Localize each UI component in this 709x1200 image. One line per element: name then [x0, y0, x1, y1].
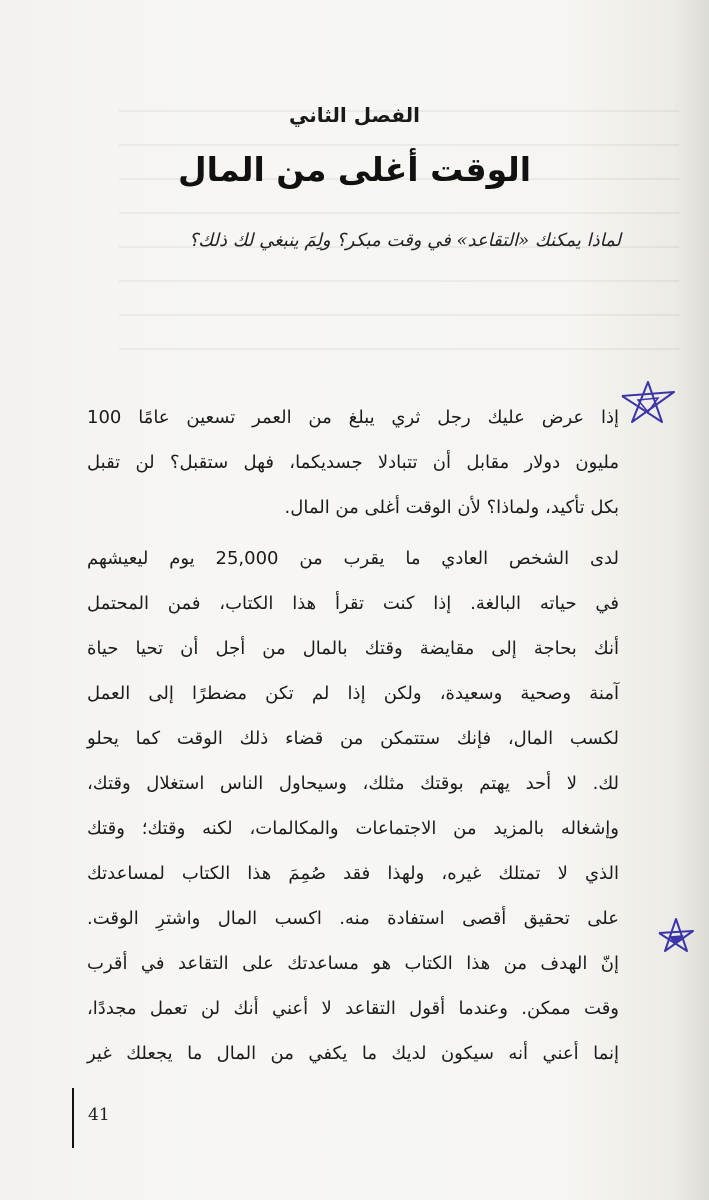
hand-drawn-star-icon: [618, 378, 678, 428]
text-line: إنّ الهدف من هذا الكتاب هو مساعدتك على التقاعد في أقرب: [87, 953, 619, 974]
page-number-rule: [72, 1088, 74, 1148]
text-line: بكل تأكيد، ولماذا؟ لأن الوقت أغلى من المال.: [284, 497, 619, 518]
text-line: في حياته البالغة. إذا كنت تقرأ هذا الكتاب، فمن المحتمل: [87, 593, 619, 614]
text-line: أنك بحاجة إلى مقايضة وقتك بالمال من أجل أن تحيا حياة: [87, 638, 619, 659]
text-line: على تحقيق أقصى استفادة منه. اكسب المال واشترِ الوقت.: [87, 908, 619, 929]
chapter-subtitle: لماذا يمكنك «التقاعد» في وقت مبكر؟ ولِمَ ينبغي لك ذلك؟: [188, 230, 621, 251]
text-line: آمنة وصحية وسعيدة، ولكن إذا لم تكن مضطرًا إلى العمل: [87, 683, 619, 704]
text-line: لدى الشخص العادي ما يقرب من 25,000 يوم ليعيشهم: [87, 548, 619, 569]
paragraph-2: [87, 536, 619, 1076]
chapter-title: الوقت أغلى من المال: [177, 150, 532, 189]
body-text: [87, 395, 619, 1076]
text-line: إنما أعني أنه سيكون لديك ما يكفي من المال ما يجعلك غير: [87, 1043, 619, 1064]
text-line: لك. لا أحد يهتم بوقتك مثلك، وسيحاول الناس استغلال وقتك،: [87, 773, 619, 794]
text-line: لكسب المال، فإنك ستتمكن من قضاء ذلك الوقت كما يحلو: [87, 728, 619, 749]
paragraph-1: [87, 395, 619, 530]
text-line: مليون دولار مقابل أن تتبادلا جسديكما، فهل ستقبل؟ لن تقبل: [87, 452, 619, 473]
text-line: وإشغاله بالمزيد من الاجتماعات والمكالمات، لكنه وقتك؛ وقتك: [87, 818, 619, 839]
text-line: الذي لا تمتلك غيره، ولهذا فقد صُمِمَ هذا الكتاب لمساعدتك: [87, 863, 619, 884]
text-line: إذا عرض عليك رجل ثري يبلغ من العمر تسعين عامًا 100: [87, 407, 619, 428]
hand-drawn-star-icon: [655, 915, 697, 957]
chapter-label: الفصل الثاني: [288, 103, 421, 127]
text-line: وقت ممكن. وعندما أقول التقاعد لا أعني أنك لن تعمل مجددًا،: [87, 998, 619, 1019]
page-number: 41: [88, 1105, 110, 1125]
